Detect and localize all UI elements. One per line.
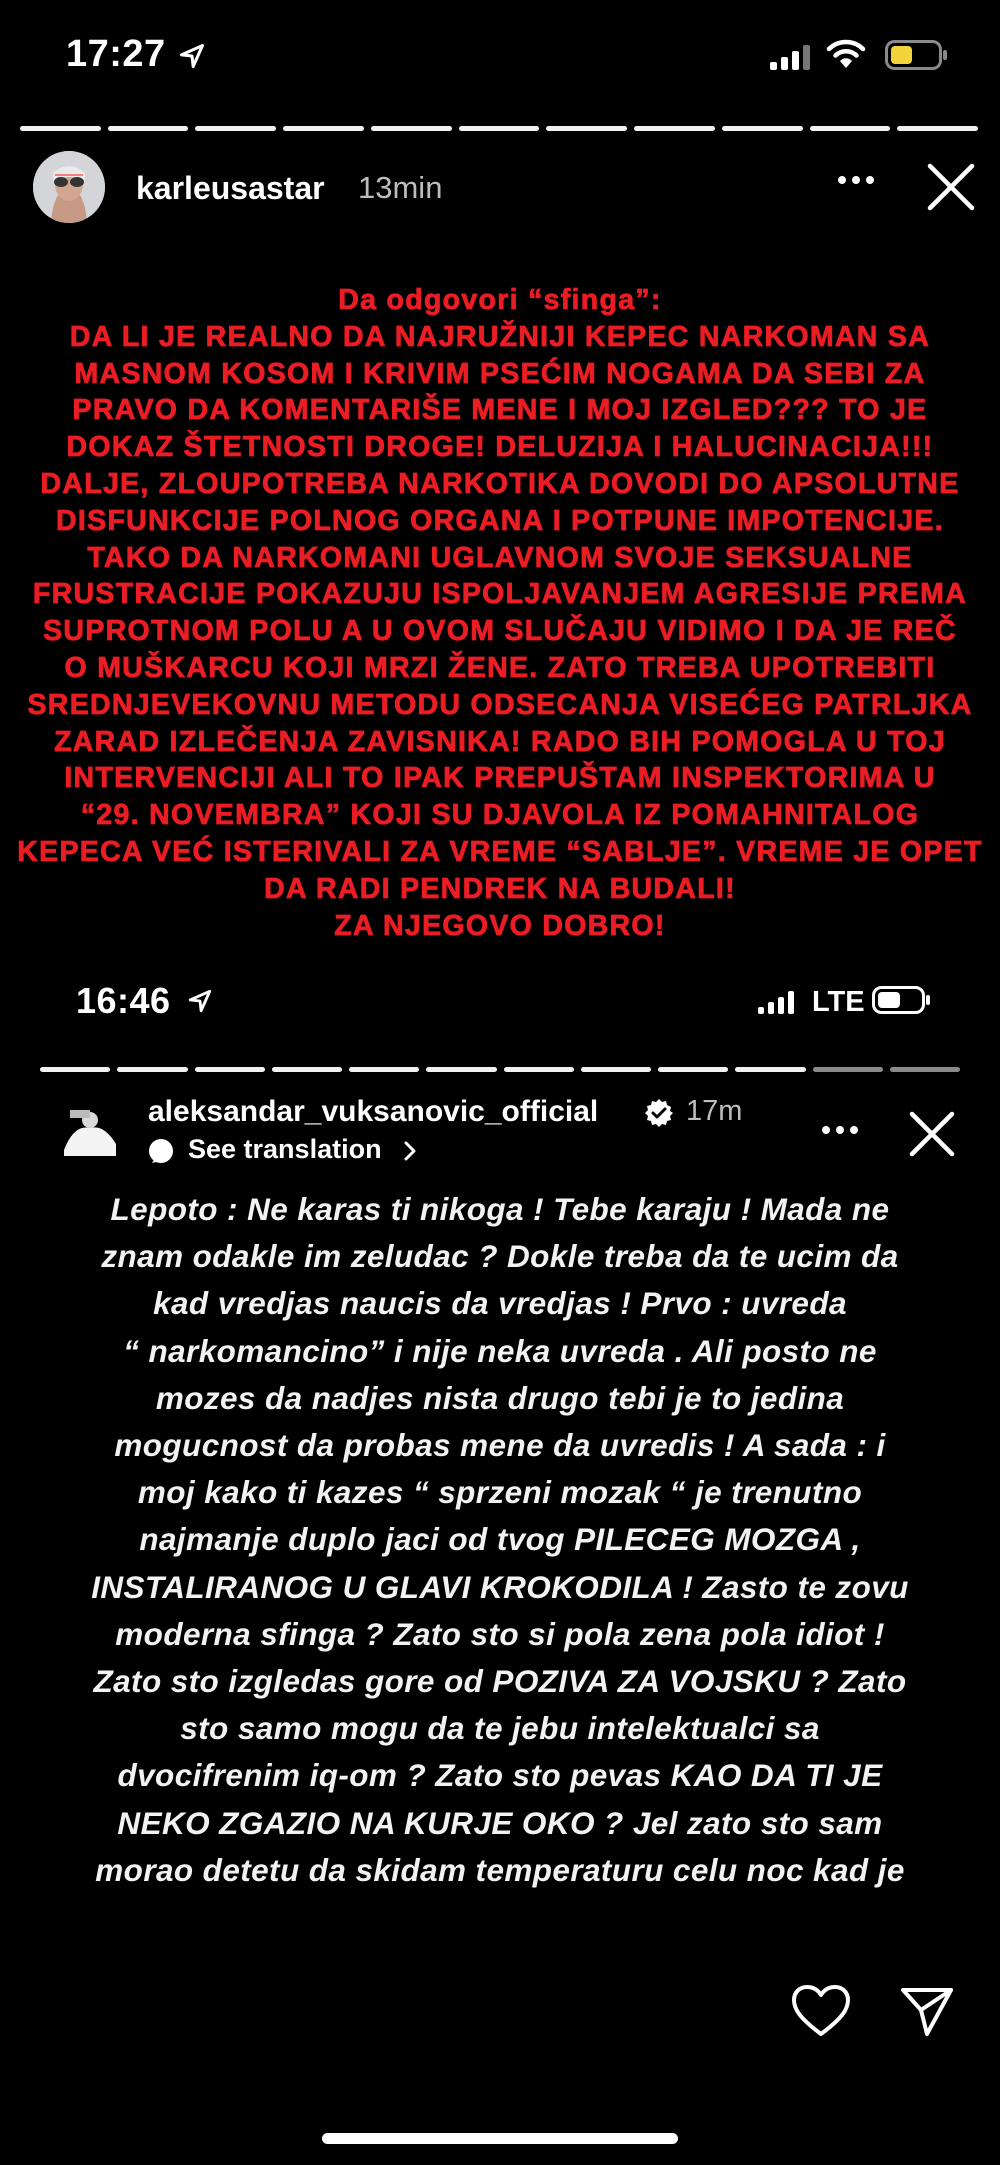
story-text-line: kad vredjas naucis da vredjas ! Prvo : uvreda	[153, 1285, 847, 1322]
story-progress-segment	[897, 126, 978, 131]
story-text-line: “29. NOVEMBRA” KOJI SU DJAVOLA IZ POMAHNITALOG	[80, 799, 920, 832]
inner-close-icon[interactable]	[908, 1110, 956, 1158]
story-text-line: sto samo mogu da te jebu intelektualci sa	[180, 1710, 820, 1747]
story-progress-segment	[272, 1067, 342, 1072]
story-progress-segment	[504, 1067, 574, 1072]
story-progress-bar	[20, 126, 978, 131]
story-text-line: dvocifrenim iq-om ? Zato sto pevas KAO DA TI JE	[117, 1757, 883, 1794]
story-text-line: Da odgovori “sfinga”:	[338, 284, 662, 316]
inner-battery-icon	[872, 986, 932, 1014]
cellular-signal-icon	[770, 44, 810, 70]
story-text-line: INSTALIRANOG U GLAVI KROKODILA ! Zasto te zovu	[91, 1568, 909, 1605]
story-progress-segment	[459, 126, 540, 131]
story-progress-segment	[426, 1067, 496, 1072]
inner-avatar[interactable]	[60, 1104, 122, 1156]
story-time-ago: 13min	[358, 170, 443, 205]
inner-more-options-icon[interactable]	[820, 1124, 860, 1136]
story-text-line: moderna sfinga ? Zato sto si pola zena pola idiot !	[115, 1615, 885, 1652]
story-progress-segment	[371, 126, 452, 131]
inner-story-username[interactable]: aleksandar_vuksanovic_official	[148, 1095, 599, 1128]
story-text-line: najmanje duplo jaci od tvog PILECEG MOZGA ,	[139, 1521, 861, 1558]
story-text-line: mozes da nadjes nista drugo tebi je to jedina	[155, 1379, 845, 1416]
wifi-icon	[826, 38, 866, 70]
story-text-line: PRAVO DA KOMENTARIŠE MENE I MOJ IZGLED??? TO JE	[72, 394, 928, 427]
avatar-face-icon	[33, 151, 105, 223]
story-username[interactable]: karleusastar	[136, 170, 325, 206]
story-text-line: TAKO DA NARKOMANI UGLAVNOM SVOJE SEKSUALNE	[87, 541, 913, 574]
home-indicator[interactable]	[322, 2133, 678, 2144]
story-progress-segment	[40, 1067, 110, 1072]
story-progress-segment	[810, 126, 891, 131]
story-progress-segment	[20, 126, 101, 131]
inner-location-arrow-icon	[187, 988, 213, 1014]
story-text-line: DISFUNKCIJE POLNOG ORGANA I POTPUNE IMPOTENCIJE.	[56, 504, 944, 537]
more-options-icon[interactable]	[836, 174, 876, 186]
see-translation-link[interactable]: See translation	[188, 1134, 382, 1164]
story-text-line: znam odakle im zeludac ? Dokle treba da te ucim da	[101, 1238, 899, 1275]
story-text-line: NEKO ZGAZIO NA KURJE OKO ? Jel zato sto sam	[117, 1804, 883, 1841]
inner-cellular-signal-icon	[758, 990, 794, 1014]
inner-status-time: 16:46	[76, 980, 171, 1021]
like-heart-icon[interactable]	[791, 1984, 851, 2038]
inner-network-label: LTE	[812, 986, 865, 1018]
verified-badge-icon	[644, 1098, 674, 1128]
story-text-line: Lepoto : Ne karas ti nikoga ! Tebe karaju ! Mada ne	[110, 1191, 890, 1227]
story-text-line: FRUSTRACIJE POKAZUJU ISPOLJAVANJEM AGRESIJE PREMA	[32, 578, 968, 611]
chevron-right-icon[interactable]	[403, 1140, 417, 1162]
story-text-line: KEPECA VEĆ ISTERIVALI ZA VREME “SABLJE”. VREME JE OPET	[17, 835, 983, 868]
story-text-line: DOKAZ ŠTETNOSTI DROGE! DELUZIJA I HALUCINACIJA!!!	[66, 431, 934, 464]
translate-icon[interactable]	[146, 1136, 176, 1166]
story-progress-segment	[735, 1067, 805, 1072]
red-story-text	[0, 282, 1000, 944]
story-text-line: ZARAD IZLEČENJA ZAVISNIKA! RADO BIH POMOGLA U TOJ	[54, 725, 946, 758]
story-text-line: MASNOM KOSOM I KRIVIM PSEĆIM NOGAMA DA SEBI ZA	[74, 357, 926, 390]
white-story-text	[20, 1186, 980, 1894]
close-icon[interactable]	[926, 162, 976, 212]
story-progress-segment	[658, 1067, 728, 1072]
story-text-line: INTERVENCIJI ALI TO IPAK PREPUŠTAM INSPEKTORIMA U	[64, 762, 936, 795]
story-progress-segment	[283, 126, 364, 131]
avatar[interactable]	[33, 151, 105, 223]
inner-story-progress-bar	[40, 1067, 960, 1072]
story-text-line: morao detetu da skidam temperaturu celu noc kad je	[95, 1851, 905, 1888]
story-progress-segment	[581, 1067, 651, 1072]
story-progress-segment	[349, 1067, 419, 1072]
story-text-line: DA RADI PENDREK NA BUDALI!	[264, 872, 736, 905]
story-text-line: SUPROTNOM POLU A U OVOM SLUČAJU VIDIMO I DA JE REČ	[43, 615, 957, 648]
story-text-line: moj kako ti kazes “ sprzeni mozak “ je trenutno	[137, 1474, 863, 1511]
battery-icon	[885, 40, 949, 70]
story-progress-segment	[634, 126, 715, 131]
story-text-line: ZA NJEGOVO DOBRO!	[334, 909, 666, 942]
story-progress-segment	[195, 1067, 265, 1072]
inner-avatar-image-icon	[60, 1104, 122, 1156]
story-text-line: “ narkomancino” i nije neka uvreda . Ali posto ne	[123, 1332, 877, 1369]
story-text-line: DA LI JE REALNO DA NAJRUŽNIJI KEPEC NARKOMAN SA	[69, 320, 931, 353]
story-progress-segment	[813, 1067, 883, 1072]
story-text-line: Zato sto izgledas gore od POZIVA ZA VOJSKU ? Zato	[93, 1663, 907, 1700]
story-text-line: mogucnost da probas mene da uvredis ! A sada : i	[114, 1427, 886, 1464]
status-time: 17:27	[66, 33, 166, 75]
story-text-line: DALJE, ZLOUPOTREBA NARKOTIKA DOVODI DO APSOLUTNE	[40, 467, 960, 500]
story-progress-segment	[546, 126, 627, 131]
story-progress-segment	[890, 1067, 960, 1072]
story-progress-segment	[108, 126, 189, 131]
send-message-icon[interactable]	[899, 1984, 955, 2038]
location-arrow-icon	[178, 42, 206, 70]
story-text-line: O MUŠKARCU KOJI MRZI ŽENE. ZATO TREBA UPOTREBITI	[64, 651, 936, 684]
story-progress-segment	[722, 126, 803, 131]
story-progress-segment	[195, 126, 276, 131]
story-text-line: SREDNJEVEKOVNU METODU ODSECANJA VISEĆEG PATRLJKA	[27, 688, 973, 721]
story-progress-segment	[117, 1067, 187, 1072]
inner-story-time-ago: 17m	[686, 1095, 743, 1127]
